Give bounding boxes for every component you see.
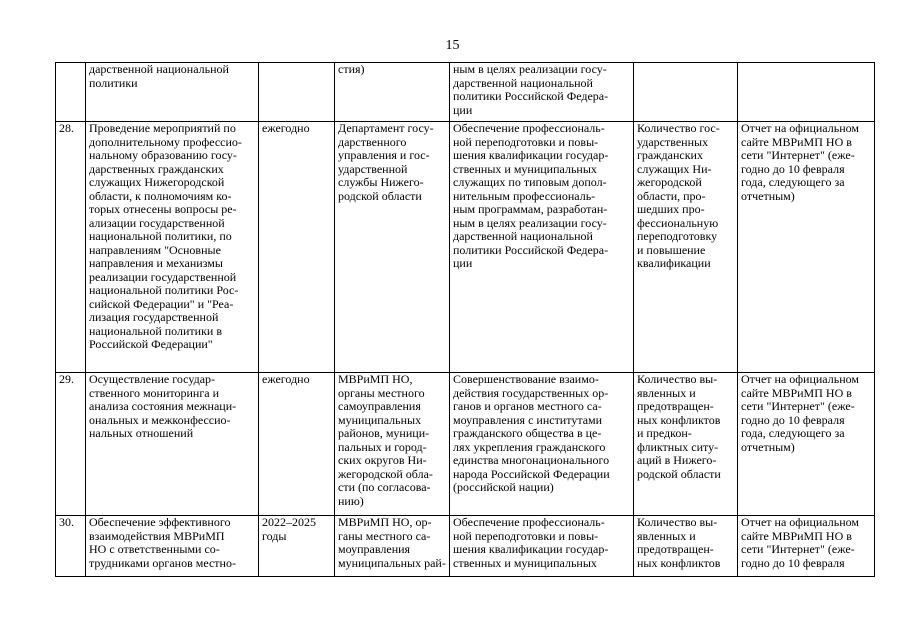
cell-text-line: отчетным) bbox=[741, 188, 795, 203]
cell-text-line: ганы местного са- bbox=[338, 528, 431, 543]
cell-text-line: служащих по типовым допол- bbox=[453, 175, 607, 189]
cell-text-line: моуправления с институтами bbox=[453, 412, 603, 427]
table-row bbox=[56, 516, 875, 577]
plan-table bbox=[55, 62, 875, 577]
action-cell bbox=[86, 63, 259, 122]
cell-text-line: трудниками органов местно- bbox=[89, 555, 236, 570]
cell-text-line: лях укрепления гражданского bbox=[453, 439, 606, 454]
cell-text-line: ских округов Ни- bbox=[338, 453, 427, 467]
cell-text-line: сти (по согласова- bbox=[338, 480, 431, 494]
cell-text-line: шения квалификации государ- bbox=[453, 148, 609, 162]
period-cell bbox=[259, 516, 335, 577]
cell-text-line: дарственного bbox=[338, 134, 407, 149]
cell-text-line: Отчет на официальном bbox=[741, 515, 859, 529]
cell-text-line: аций в Нижего- bbox=[637, 453, 717, 467]
cell-text-line: дарственных гражданских bbox=[89, 161, 224, 176]
cell-text-line: ным в целях реализации госу- bbox=[453, 62, 607, 76]
cell-text-line: национальной политики Рос- bbox=[89, 283, 239, 297]
cell-text-line: ежегодно bbox=[262, 121, 310, 135]
cell-text-line: муниципальных рай- bbox=[338, 555, 446, 570]
cell-text-line: 28. bbox=[59, 121, 74, 135]
cell-text-line: ных конфликтов bbox=[637, 412, 721, 427]
cell-text-line: переподготовку bbox=[637, 229, 718, 243]
row-number-cell bbox=[56, 63, 86, 122]
cell-text-line: сайте МВРиМП НО в bbox=[741, 528, 852, 543]
cell-text-line: направления и механизмы bbox=[89, 256, 223, 270]
cell-text-line: сети "Интернет" (еже- bbox=[741, 399, 855, 413]
cell-text-line: шедших про- bbox=[637, 202, 705, 216]
cell-text-line: гражданских bbox=[637, 148, 703, 162]
cell-text-line: единства многонационального bbox=[453, 453, 610, 467]
table-row bbox=[56, 122, 875, 373]
cell-text-line: ции bbox=[453, 102, 473, 117]
cell-text-line: пальных и город- bbox=[338, 439, 427, 454]
result-cell bbox=[450, 122, 634, 373]
cell-text-line: предотвращен- bbox=[637, 542, 714, 556]
cell-text-line: ственного мониторинга и bbox=[89, 385, 219, 400]
cell-text-line: годно до 10 февраля bbox=[741, 412, 845, 427]
report-cell bbox=[738, 516, 875, 577]
indicator-cell bbox=[634, 373, 738, 516]
cell-text-line: дарственной национальной bbox=[453, 229, 593, 243]
cell-text-line: Проведение мероприятий по bbox=[89, 121, 236, 135]
cell-text-line: анализа состояния межнаци- bbox=[89, 399, 237, 413]
cell-text-line: службы Нижего- bbox=[338, 175, 424, 189]
cell-text-line: самоуправления bbox=[338, 399, 421, 413]
cell-text-line: Российской Федерации" bbox=[89, 337, 213, 351]
report-cell bbox=[738, 122, 875, 373]
executor-cell bbox=[335, 373, 450, 516]
cell-text-line: родской области bbox=[338, 188, 422, 203]
cell-text-line: служащих Нижегородской bbox=[89, 175, 225, 189]
cell-text-line: политики Российской Федера- bbox=[453, 89, 609, 103]
cell-text-line: МВРиМП НО, bbox=[338, 372, 413, 386]
cell-text-line: Департамент госу- bbox=[338, 121, 434, 135]
cell-text-line: ганов и органов местного са- bbox=[453, 399, 602, 413]
cell-text-line: Количество гос- bbox=[637, 121, 720, 135]
cell-text-line: сети "Интернет" (еже- bbox=[741, 542, 855, 556]
cell-text-line: ственных и муниципальных bbox=[453, 161, 597, 176]
cell-text-line: ным в целях реализации госу- bbox=[453, 215, 607, 230]
cell-text-line: ональных и межконфессио- bbox=[89, 412, 231, 427]
table-row bbox=[56, 373, 875, 516]
cell-text-line: явленных и bbox=[637, 385, 696, 400]
cell-text-line: нительным профессиональ- bbox=[453, 188, 596, 203]
indicator-cell bbox=[634, 516, 738, 577]
cell-text-line: нальному образованию госу- bbox=[89, 148, 237, 162]
cell-text-line: сайте МВРиМП НО в bbox=[741, 134, 852, 149]
table-row bbox=[56, 63, 875, 122]
cell-text-line: квалификации bbox=[637, 256, 711, 270]
cell-text-line: сийской Федерации" и "Реа- bbox=[89, 296, 234, 311]
cell-text-line: годы bbox=[262, 528, 287, 543]
cell-text-line: ударственных bbox=[637, 134, 709, 149]
cell-text-line: районов, муници- bbox=[338, 426, 430, 440]
cell-text-line: служащих Ни- bbox=[637, 161, 712, 176]
cell-text-line: управления и гос- bbox=[338, 148, 430, 162]
cell-text-line: ализации государственной bbox=[89, 215, 225, 230]
cell-text-line: ственных и муниципальных bbox=[453, 555, 597, 570]
cell-text-line: дополнительному профессио- bbox=[89, 134, 242, 149]
cell-text-line: области, к полномочиям ко- bbox=[89, 188, 232, 203]
cell-text-line: жегородской обла- bbox=[338, 466, 433, 481]
cell-text-line: шения квалификации государ- bbox=[453, 542, 609, 556]
cell-text-line: национальной политики, по bbox=[89, 229, 232, 243]
cell-text-line: ежегодно bbox=[262, 372, 310, 386]
cell-text-line: действия государственных ор- bbox=[453, 385, 609, 400]
cell-text-line: гражданского общества в це- bbox=[453, 426, 602, 440]
result-cell bbox=[450, 516, 634, 577]
cell-text-line: дарственной национальной bbox=[453, 75, 593, 90]
cell-text-line: Обеспечение профессиональ- bbox=[453, 515, 605, 529]
cell-text-line: Обеспечение профессиональ- bbox=[453, 121, 605, 135]
cell-text-line: ции bbox=[453, 256, 473, 270]
cell-text-line: годно до 10 февраля bbox=[741, 555, 845, 570]
cell-text-line: нальных отношений bbox=[89, 426, 194, 440]
cell-text-line: года, следующего за bbox=[741, 175, 845, 189]
cell-text-line: области, про- bbox=[637, 188, 706, 203]
report-cell bbox=[738, 373, 875, 516]
cell-text-line: годно до 10 февраля bbox=[741, 161, 845, 176]
cell-text-line: ной переподготовки и повы- bbox=[453, 134, 599, 149]
cell-text-line: дарственной национальной bbox=[89, 62, 229, 76]
row-number-cell bbox=[56, 373, 86, 516]
cell-text-line: стия) bbox=[338, 62, 365, 76]
cell-text-line: Отчет на официальном bbox=[741, 121, 859, 135]
cell-text-line: явленных и bbox=[637, 528, 696, 543]
cell-text-line: ударственной bbox=[338, 161, 408, 176]
cell-text-line: предотвращен- bbox=[637, 399, 714, 413]
cell-text-line: народа Российской Федерации bbox=[453, 466, 610, 481]
executor-cell bbox=[335, 63, 450, 122]
cell-text-line: НО с ответственными со- bbox=[89, 542, 220, 556]
result-cell bbox=[450, 63, 634, 122]
cell-text-line: нию) bbox=[338, 493, 364, 508]
cell-text-line: лизация государственной bbox=[89, 310, 219, 324]
indicator-cell bbox=[634, 63, 738, 122]
cell-text-line: МВРиМП НО, ор- bbox=[338, 515, 432, 529]
cell-text-line: жегородской bbox=[637, 175, 702, 189]
cell-text-line: 29. bbox=[59, 372, 74, 386]
cell-text-line: Совершенствование взаимо- bbox=[453, 372, 599, 386]
cell-text-line: 2022–2025 bbox=[262, 515, 316, 529]
cell-text-line: направлениям "Основные bbox=[89, 242, 221, 257]
cell-text-line: года, следующего за bbox=[741, 426, 845, 440]
cell-text-line: Количество вы- bbox=[637, 372, 718, 386]
cell-text-line: ной переподготовки и повы- bbox=[453, 528, 599, 543]
cell-text-line: муниципальных bbox=[338, 412, 422, 427]
result-cell bbox=[450, 373, 634, 516]
period-cell bbox=[259, 122, 335, 373]
period-cell bbox=[259, 373, 335, 516]
cell-text-line: ных конфликтов bbox=[637, 555, 721, 570]
indicator-cell bbox=[634, 122, 738, 373]
cell-text-line: национальной политики в bbox=[89, 323, 223, 338]
row-number-cell bbox=[56, 516, 86, 577]
row-number-cell bbox=[56, 122, 86, 373]
report-cell bbox=[738, 63, 875, 122]
cell-text-line: (российской нации) bbox=[453, 480, 554, 494]
cell-text-line: Осуществление государ- bbox=[89, 372, 216, 386]
cell-text-line: торых отнесены вопросы ре- bbox=[89, 202, 237, 216]
action-cell bbox=[86, 122, 259, 373]
cell-text-line: и повышение bbox=[637, 242, 706, 257]
cell-text-line: Обеспечение эффективного bbox=[89, 515, 231, 529]
cell-text-line: политики Российской Федера- bbox=[453, 242, 609, 257]
executor-cell bbox=[335, 122, 450, 373]
cell-text-line: Отчет на официальном bbox=[741, 372, 859, 386]
cell-text-line: фессиональную bbox=[637, 215, 719, 230]
cell-text-line: взаимодействия МВРиМП bbox=[89, 528, 225, 543]
action-cell bbox=[86, 516, 259, 577]
cell-text-line: ным программам, разработан- bbox=[453, 202, 608, 216]
cell-text-line: отчетным) bbox=[741, 439, 795, 454]
cell-text-line: Количество вы- bbox=[637, 515, 718, 529]
cell-text-line: политики bbox=[89, 75, 138, 90]
cell-text-line: фликтных ситу- bbox=[637, 439, 719, 454]
cell-text-line: родской области bbox=[637, 466, 721, 481]
executor-cell bbox=[335, 516, 450, 577]
cell-text-line: и предкон- bbox=[637, 426, 692, 440]
cell-text-line: сайте МВРиМП НО в bbox=[741, 385, 852, 400]
period-cell bbox=[259, 63, 335, 122]
cell-text-line: 30. bbox=[59, 515, 74, 529]
page-number: 15 bbox=[445, 38, 460, 53]
cell-text-line: моуправления bbox=[338, 542, 411, 556]
action-cell bbox=[86, 373, 259, 516]
cell-text-line: органы местного bbox=[338, 385, 425, 400]
cell-text-line: реализации государственной bbox=[89, 269, 237, 284]
cell-text-line: сети "Интернет" (еже- bbox=[741, 148, 855, 162]
